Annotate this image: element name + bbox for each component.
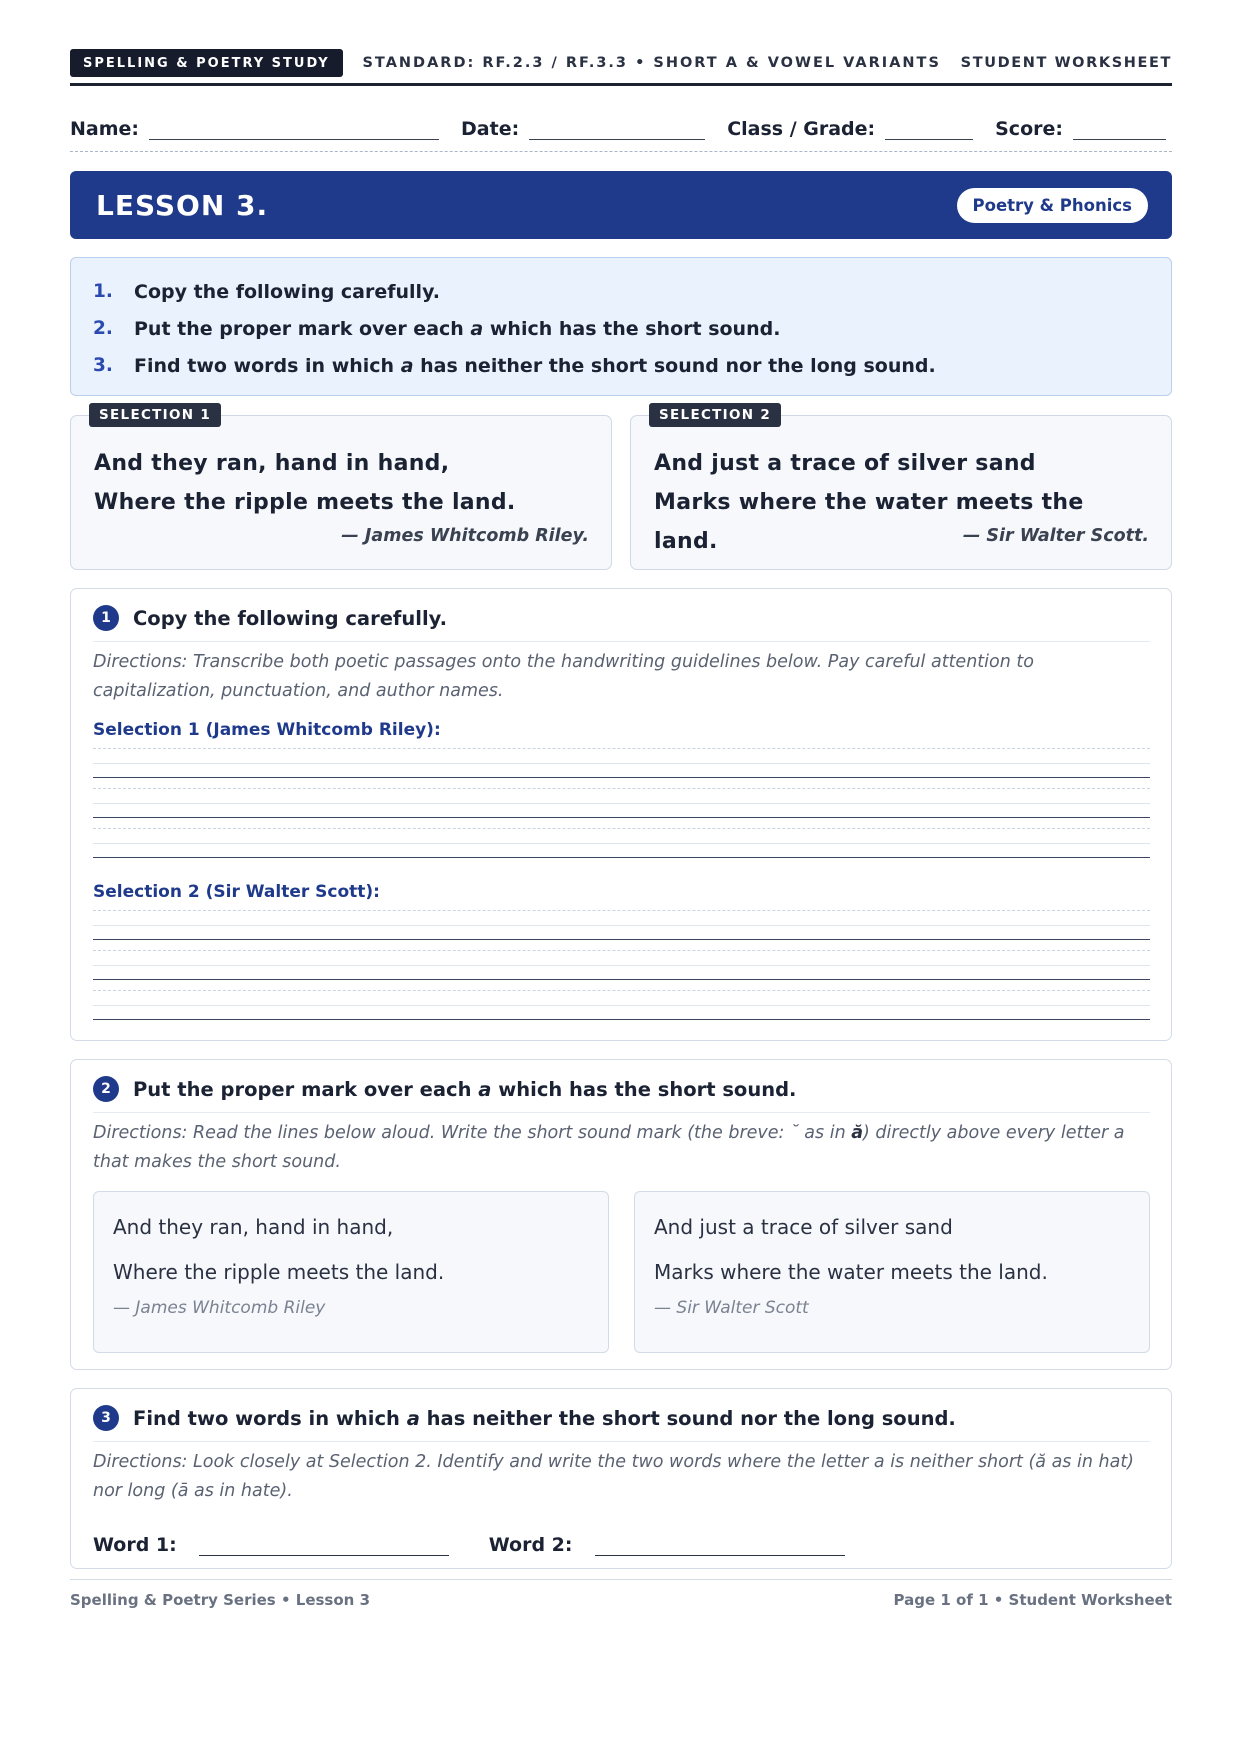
selection-1-label: Selection 1 (James Whitcomb Riley): bbox=[93, 720, 441, 740]
score-field bbox=[995, 118, 1166, 140]
practice-author: — James Whitcomb Riley bbox=[113, 1298, 326, 1318]
practice-line: And just a trace of silver sand bbox=[654, 1215, 953, 1239]
name-label: Name: bbox=[70, 118, 140, 140]
selection-tag: SELECTION 2 bbox=[649, 403, 781, 427]
date-label: Date: bbox=[461, 118, 520, 140]
worksheet-header bbox=[70, 46, 1172, 86]
practice-line: Marks where the water meets the land. bbox=[654, 1260, 1048, 1284]
poem-line: And just a trace of silver sand bbox=[654, 451, 1036, 476]
section-directions: Directions: Transcribe both poetic passages onto the handwriting guidelines below. Pay careful attention to capitalization, punctuation, and author names. bbox=[93, 652, 1034, 701]
breve-section bbox=[70, 1059, 1172, 1370]
instruction-number: 1. bbox=[93, 281, 113, 302]
section-title: Put the proper mark over each a which has the short sound. bbox=[133, 1077, 797, 1101]
score-line[interactable] bbox=[1073, 120, 1166, 140]
lesson-title: LESSON 3. bbox=[96, 188, 269, 222]
instructions-box bbox=[70, 257, 1172, 396]
section-number: 2 bbox=[93, 1076, 119, 1102]
instruction-text: Find two words in which a has neither the short sound nor the long sound. bbox=[134, 354, 936, 377]
class-field bbox=[727, 118, 995, 140]
name-field bbox=[70, 118, 461, 140]
footer-series: Spelling & Poetry Series • Lesson 3 bbox=[70, 1591, 370, 1609]
selections-row bbox=[70, 407, 1172, 570]
handwriting-guideline[interactable] bbox=[93, 948, 1150, 988]
section-title: Find two words in which a has neither the short sound nor the long sound. bbox=[133, 1406, 956, 1430]
worksheet-page bbox=[70, 46, 1172, 1609]
section-heading bbox=[93, 605, 1150, 642]
section-directions: Directions: Read the lines below aloud. Write the short sound mark (the breve: ˘ as in ă) directly above every letter a that makes the short sound. bbox=[93, 1123, 1125, 1172]
instruction-number: 2. bbox=[93, 318, 113, 339]
word-1-label: Word 1: bbox=[93, 1534, 177, 1556]
date-line[interactable] bbox=[529, 120, 705, 140]
word-2-answer-line[interactable] bbox=[595, 1536, 845, 1556]
instruction-item bbox=[93, 273, 1149, 310]
poem-line: And they ran, hand in hand, bbox=[94, 451, 450, 476]
section-title: Copy the following carefully. bbox=[133, 606, 447, 630]
poem-line: Where the ripple meets the land. bbox=[94, 490, 516, 515]
instruction-item bbox=[93, 310, 1149, 347]
class-label: Class / Grade: bbox=[727, 118, 876, 140]
topic-pill: Poetry & Phonics bbox=[957, 188, 1148, 223]
answer-words bbox=[93, 1516, 1150, 1556]
selection-tag: SELECTION 1 bbox=[89, 403, 221, 427]
series-badge: SPELLING & POETRY STUDY bbox=[70, 49, 343, 77]
word-2-label: Word 2: bbox=[488, 1534, 573, 1556]
handwriting-guideline[interactable] bbox=[93, 826, 1150, 866]
lesson-banner bbox=[70, 171, 1172, 239]
practice-card[interactable] bbox=[634, 1191, 1150, 1353]
handwriting-area-1[interactable] bbox=[93, 746, 1150, 866]
score-label: Score: bbox=[995, 118, 1063, 140]
handwriting-area-2[interactable] bbox=[93, 908, 1150, 1028]
selection-card bbox=[70, 407, 612, 570]
page-footer bbox=[70, 1579, 1172, 1609]
name-line[interactable] bbox=[149, 120, 439, 140]
practice-cards bbox=[93, 1191, 1150, 1353]
poem-author: — James Whitcomb Riley. bbox=[341, 526, 589, 546]
practice-line: Where the ripple meets the land. bbox=[113, 1260, 445, 1284]
poem-author: — Sir Walter Scott. bbox=[962, 526, 1149, 546]
class-line[interactable] bbox=[885, 120, 973, 140]
practice-line: And they ran, hand in hand, bbox=[113, 1215, 394, 1239]
section-directions: Directions: Look closely at Selection 2. Identify and write the two words where the letter a is neither short (ă as in hat) nor long (ā as in hate). bbox=[93, 1452, 1135, 1501]
handwriting-guideline[interactable] bbox=[93, 988, 1150, 1028]
selection-2-label: Selection 2 (Sir Walter Scott): bbox=[93, 882, 380, 902]
section-heading bbox=[93, 1076, 1150, 1113]
vowel-variant-section bbox=[70, 1388, 1172, 1569]
practice-author: — Sir Walter Scott bbox=[654, 1298, 809, 1318]
handwriting-guideline[interactable] bbox=[93, 786, 1150, 826]
poem-line: Marks where the water meets the land. bbox=[654, 490, 1084, 554]
instruction-item bbox=[93, 347, 1149, 384]
section-number: 1 bbox=[93, 605, 119, 631]
handwriting-guideline[interactable] bbox=[93, 746, 1150, 786]
selection-card bbox=[630, 407, 1172, 570]
standard-label: STANDARD: RF.2.3 / RF.3.3 • SHORT A & VOWEL VARIANTS bbox=[362, 54, 941, 71]
instruction-text: Put the proper mark over each a which has the short sound. bbox=[134, 317, 781, 340]
student-info-fields bbox=[70, 86, 1172, 152]
footer-page-info: Page 1 of 1 • Student Worksheet bbox=[893, 1591, 1172, 1609]
instruction-text: Copy the following carefully. bbox=[134, 280, 440, 303]
practice-card[interactable] bbox=[93, 1191, 609, 1353]
word-1-answer-line[interactable] bbox=[199, 1536, 449, 1556]
section-number: 3 bbox=[93, 1405, 119, 1431]
handwriting-guideline[interactable] bbox=[93, 908, 1150, 948]
instruction-number: 3. bbox=[93, 355, 113, 376]
section-heading bbox=[93, 1405, 1150, 1442]
date-field bbox=[461, 118, 727, 140]
worksheet-type-label: STUDENT WORKSHEET bbox=[960, 54, 1172, 71]
copy-section bbox=[70, 588, 1172, 1041]
